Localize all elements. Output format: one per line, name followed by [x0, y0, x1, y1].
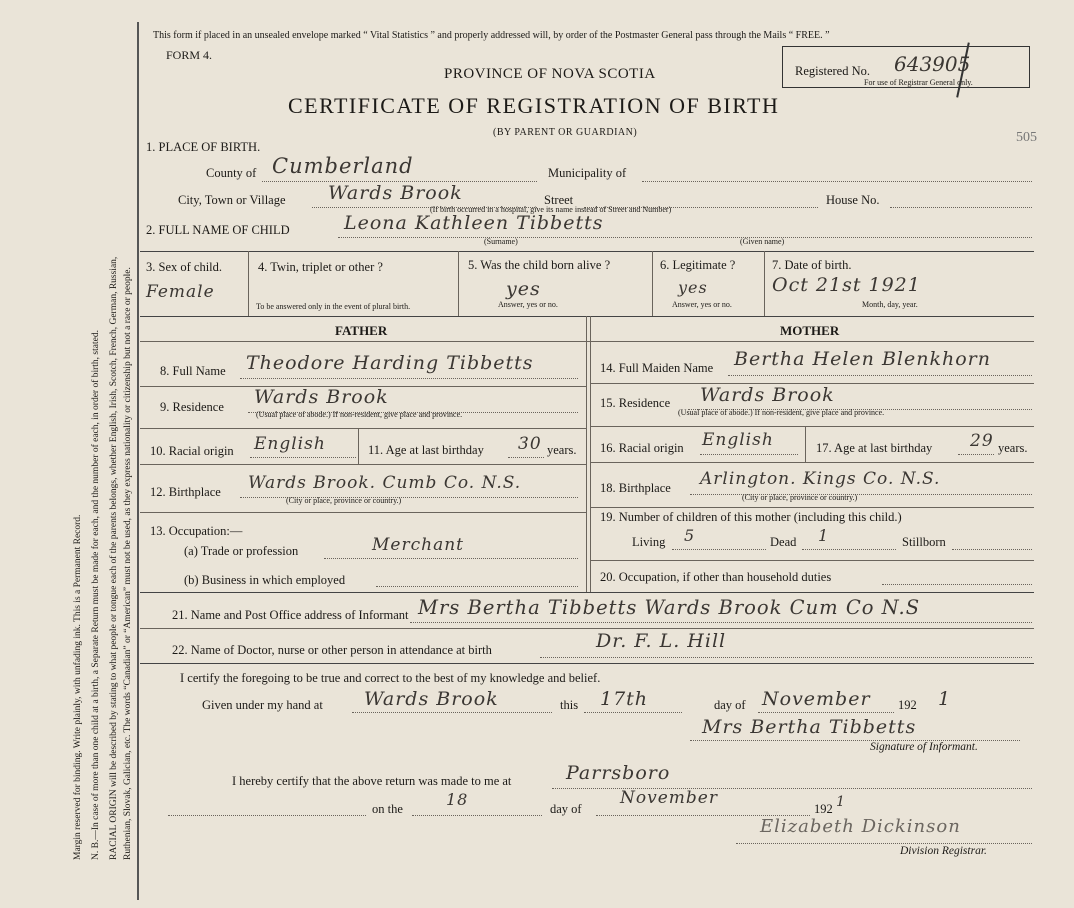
father-birthplace-note: (City or place, province or country.) [286, 496, 402, 505]
father-trade-label: (a) Trade or profession [184, 544, 299, 558]
day-of-label: day of [714, 698, 746, 712]
father-name-label: 8. Full Name [160, 364, 226, 378]
county-value: Cumberland [272, 154, 414, 178]
left-border [137, 22, 139, 900]
informant-label: 21. Name and Post Office address of Informant [172, 608, 409, 622]
corner-number: 505 [1016, 130, 1037, 145]
twin-note: To be answered only in the event of plural birth. [256, 302, 411, 311]
father-birthplace-label: 12. Birthplace [150, 485, 221, 499]
registrar-statement: I hereby certify that the above return was made to me at [232, 774, 512, 788]
on-the-label: on the [372, 802, 403, 816]
father-trade-value: Merchant [372, 535, 464, 555]
registrar-signature-label: Division Registrar. [900, 845, 987, 857]
father-heading: FATHER [335, 323, 388, 338]
twin-label: 4. Twin, triplet or other ? [258, 260, 383, 274]
birth-date-label: 7. Date of birth. [772, 258, 852, 272]
mother-age-label: 17. Age at last birthday [816, 441, 933, 455]
mother-name-label: 14. Full Maiden Name [600, 361, 714, 375]
street-label: Street [544, 193, 574, 207]
mother-racial-value: English [702, 430, 774, 450]
given-month-value: November [762, 688, 871, 710]
mother-racial-label: 16. Racial origin [600, 441, 684, 455]
mother-birthplace-label: 18. Birthplace [600, 481, 671, 495]
registered-number: 643905 [894, 52, 971, 76]
municipality-label: Municipality of [548, 166, 627, 180]
father-racial-label: 10. Racial origin [150, 444, 234, 458]
mother-children-label: 19. Number of children of this mother (including this child.) [600, 510, 902, 524]
province-heading: PROVINCE OF NOVA SCOTIA [444, 66, 656, 82]
father-age-value: 30 [518, 434, 542, 454]
mother-years: years. [998, 441, 1028, 455]
form-number: FORM 4. [166, 48, 213, 62]
mother-birthplace-value: Arlington. Kings Co. N.S. [700, 469, 941, 489]
father-name-value: Theodore Harding Tibbetts [246, 352, 534, 374]
registrar-day-value: 18 [446, 790, 469, 809]
margin-note-3: RACIAL ORIGIN will be described by stating to what people or tongue each of the parents belongs, whether English, Irish, Scotch, French, German, Russian, [109, 256, 119, 860]
mother-residence-label: 15. Residence [600, 396, 671, 410]
living-label: Living [632, 535, 666, 549]
mail-note: This form if placed in an unsealed envelope marked “ Vital Statistics ” and properly addressed will, by order of the Postmaster General pass through the Mails “ FREE. ” [153, 30, 830, 41]
given-year-prefix: 192 [898, 698, 917, 712]
this-label: this [560, 698, 579, 712]
mother-name-value: Bertha Helen Blenkhorn [734, 348, 991, 370]
mother-abode-note: (Usual place of abode.) If non-resident, give place and province. [678, 408, 885, 417]
given-day-value: 17th [600, 688, 649, 710]
sex-value: Female [146, 282, 215, 302]
margin-note-1: Margin reserved for binding. Write plainly, with unfading ink. This is a Permanent Record. [73, 514, 83, 860]
father-occupation-label: 13. Occupation:— [150, 524, 243, 538]
county-label: County of [206, 166, 257, 180]
registrar-month-value: November [620, 788, 718, 808]
mother-heading: MOTHER [780, 323, 840, 338]
birth-date-value: Oct 21st 1921 [772, 274, 921, 296]
informant-signature-label: Signature of Informant. [870, 741, 978, 753]
informant-signature: Mrs Bertha Tibbetts [702, 716, 917, 738]
legitimate-value: yes [678, 278, 708, 297]
registrar-year-suffix: 1 [836, 794, 846, 810]
legitimate-label: 6. Legitimate ? [660, 258, 736, 272]
doctor-label: 22. Name of Doctor, nurse or other person in attendance at birth [172, 643, 492, 657]
mother-residence-value: Wards Brook [700, 384, 835, 406]
house-label: House No. [826, 193, 880, 207]
father-years: years. [547, 443, 577, 457]
registrar-use-note: For use of Registrar General only. [864, 78, 973, 87]
stillborn-label: Stillborn [902, 535, 946, 549]
father-residence-value: Wards Brook [254, 386, 389, 408]
child-name-value: Leona Kathleen Tibbetts [344, 212, 604, 234]
alive-value: yes [506, 278, 541, 300]
child-name-label: 2. FULL NAME OF CHILD [146, 223, 290, 237]
father-residence-label: 9. Residence [160, 400, 224, 414]
city-value: Wards Brook [328, 182, 463, 204]
surname-note: (Surname) [484, 237, 518, 246]
margin-note-2: N. B.—In case of more than one child at a birth, a Separate Return must be made for each, and the number of each, in order of birth, stated. [91, 330, 101, 860]
city-label: City, Town or Village [178, 193, 286, 207]
registrar-day-of-label: day of [550, 802, 582, 816]
father-age-label: 11. Age at last birthday [368, 443, 484, 457]
legitimate-note: Answer, yes or no. [672, 300, 732, 309]
father-racial-value: English [254, 434, 326, 454]
given-label: Given under my hand at [202, 698, 323, 712]
certificate-subtitle: (BY PARENT OR GUARDIAN) [493, 127, 638, 138]
registrar-year-prefix: 192 [814, 802, 833, 816]
registered-label: Registered No. [795, 64, 870, 78]
mother-age-value: 29 [970, 431, 994, 451]
dead-value: 1 [818, 526, 830, 545]
dead-label: Dead [770, 535, 797, 549]
alive-note: Answer, yes or no. [498, 300, 558, 309]
hospital-note: (If birth occurred in a hospital, give its name instead of Street and Number) [430, 205, 672, 214]
given-year-suffix: 1 [938, 688, 952, 710]
sex-label: 3. Sex of child. [146, 260, 223, 274]
doctor-value: Dr. F. L. Hill [596, 630, 727, 652]
informant-value: Mrs Bertha Tibbetts Wards Brook Cum Co N.S [418, 596, 921, 619]
mother-birthplace-note: (City or place, province or country.) [742, 493, 858, 502]
certify-statement: I certify the foregoing to be true and correct to the best of my knowledge and belief. [180, 671, 601, 685]
birth-date-note: Month, day, year. [862, 300, 918, 309]
living-value: 5 [684, 526, 696, 545]
father-birthplace-value: Wards Brook. Cumb Co. N.S. [248, 473, 522, 493]
certificate-title: CERTIFICATE OF REGISTRATION OF BIRTH [288, 93, 780, 118]
given-name-note: (Given name) [740, 237, 785, 246]
father-business-label: (b) Business in which employed [184, 573, 346, 587]
margin-note-4: Ruthenian, Slovak, Galician, etc. The words “Canadian” or “American” must not be used, as they express nationality or citizenship but not a race or people. [123, 267, 133, 860]
father-abode-note: (Usual place of abode.) If non-resident, give place and province. [256, 410, 463, 419]
registrar-signature: Elizabeth Dickinson [760, 816, 961, 837]
given-place-value: Wards Brook [364, 688, 499, 710]
registrar-place-value: Parrsboro [566, 762, 671, 784]
mother-occupation-label: 20. Occupation, if other than household duties [600, 570, 832, 584]
place-section-label: 1. PLACE OF BIRTH. [146, 140, 261, 154]
alive-label: 5. Was the child born alive ? [468, 258, 611, 272]
